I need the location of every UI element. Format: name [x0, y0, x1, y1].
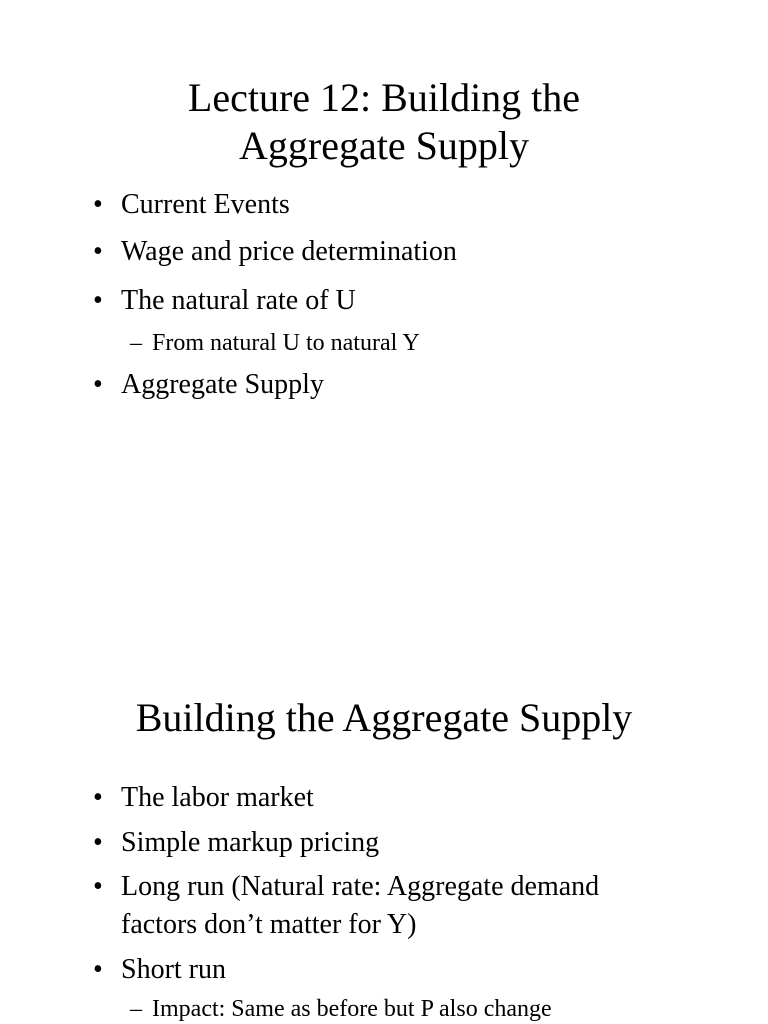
- slide-1-bullet-text: Current Events: [121, 189, 290, 220]
- bullet-point-icon: •: [93, 236, 103, 267]
- slide-2-sub-bullet-text: Impact: Same as before but P also change: [152, 996, 552, 1022]
- slide-1-title-line-1: Lecture 12: Building the: [187, 75, 581, 120]
- dash-icon: –: [130, 330, 142, 356]
- slide-1-title-line-2: Aggregate Supply: [239, 123, 529, 168]
- slide-1-sub-bullet-text: From natural U to natural Y: [152, 330, 420, 356]
- bullet-point-icon: •: [93, 285, 103, 316]
- slide-2-bullet-text: Long run (Natural rate: Aggregate demand: [121, 871, 600, 902]
- slide-1-bullet-text: Wage and price determination: [121, 236, 457, 267]
- dash-icon: –: [130, 996, 142, 1022]
- slide-2-bullet-text: Short run: [121, 954, 226, 985]
- slide-1-bullet-text: The natural rate of U: [121, 285, 356, 316]
- slide-2: [0, 512, 768, 1024]
- slide-2-bullet-text: The labor market: [121, 782, 314, 813]
- slide-2-bullet-text: Simple markup pricing: [121, 827, 380, 858]
- slide-1-title: [0, 74, 768, 170]
- bullet-point-icon: •: [93, 954, 103, 985]
- slide-2-bullet-text-continued: factors don’t matter for Y): [121, 909, 417, 940]
- bullet-point-icon: •: [93, 782, 103, 813]
- bullet-point-icon: •: [93, 827, 103, 858]
- slide-1-bullet-text: Aggregate Supply: [121, 369, 324, 400]
- bullet-point-icon: •: [93, 369, 103, 400]
- slide-2-title: Building the Aggregate Supply: [135, 695, 633, 740]
- bullet-point-icon: •: [93, 871, 103, 902]
- bullet-point-icon: •: [93, 189, 103, 220]
